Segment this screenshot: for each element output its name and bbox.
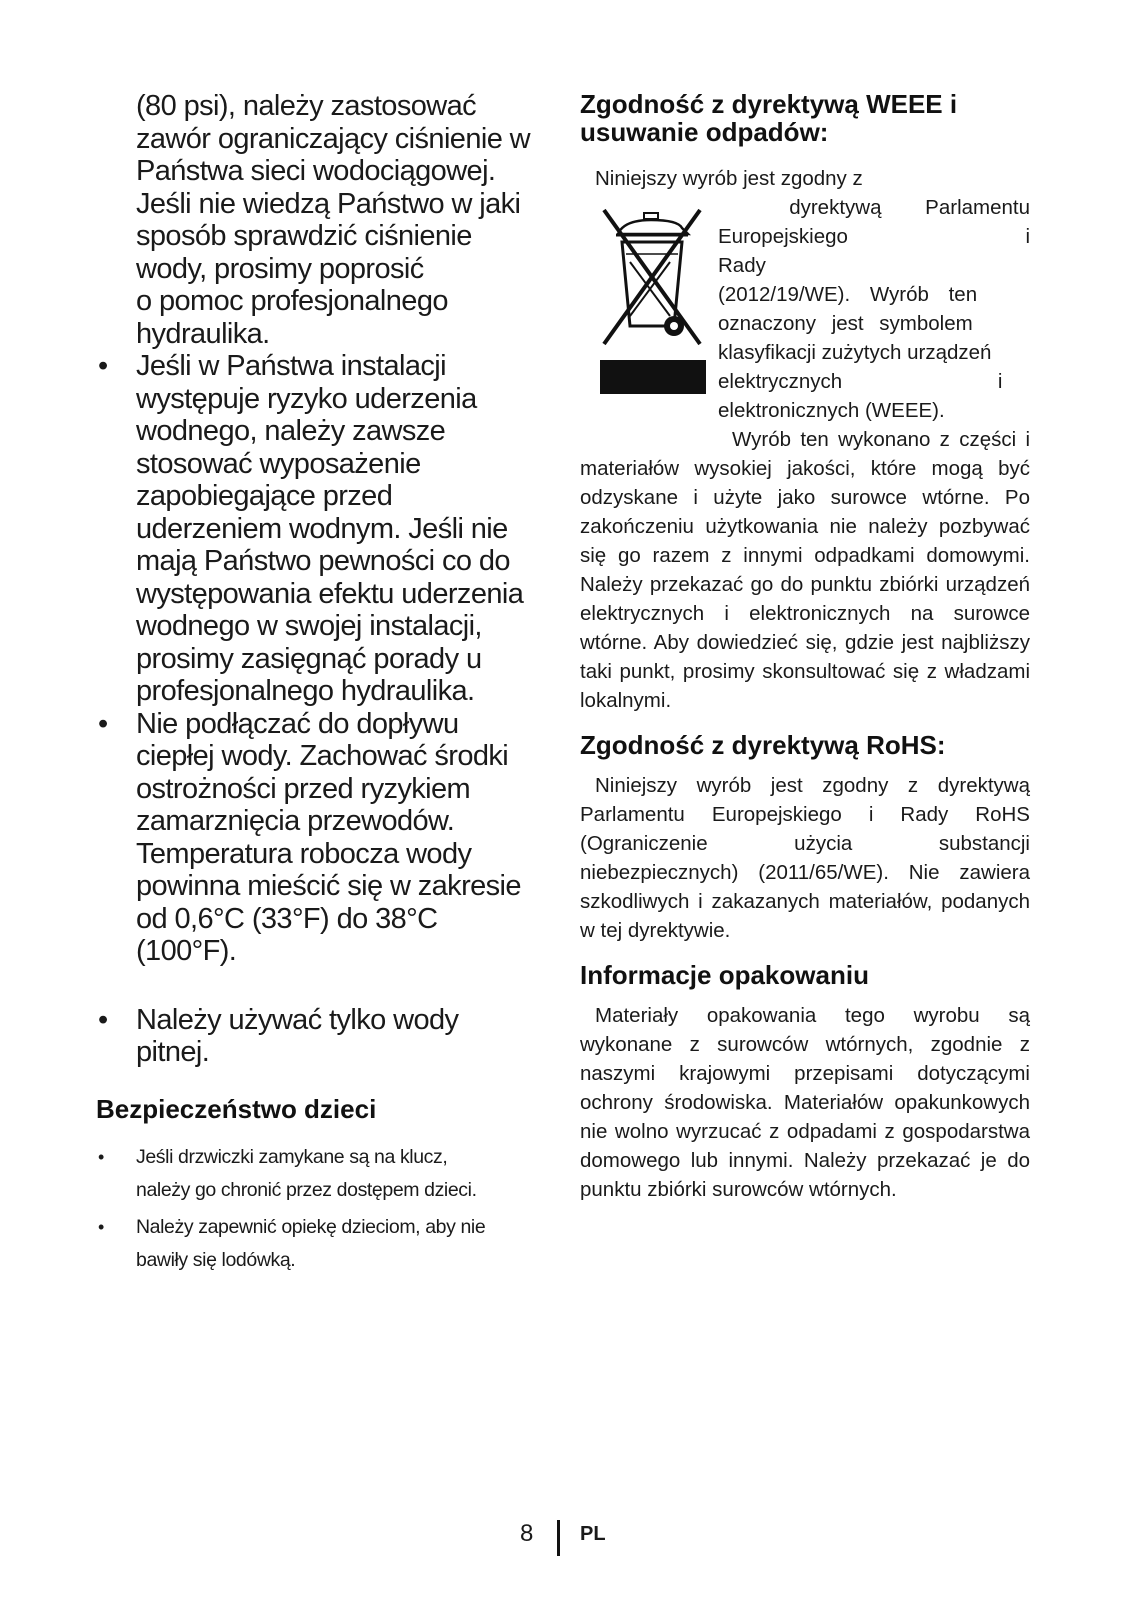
text-line: wodnego, należy zawsze bbox=[136, 415, 446, 447]
text-line: ciepłej wody. Zachować środki bbox=[136, 740, 509, 772]
heading-line: usuwanie odpadów: bbox=[580, 117, 829, 147]
heading-line: Zgodność z dyrektywą WEEE i bbox=[580, 89, 958, 119]
text-line: sposób sprawdzić ciśnienie bbox=[136, 220, 472, 252]
text-line: elektrycznych i bbox=[718, 370, 1003, 393]
weee-body: Wyrób ten wykonano z części i materiałów wysokiej jakości, które mogą być odzyskane i użyte jako surowce wtórne. Po zakończeniu użytkowania nie należy pozbywać się go razem z innymi odpadkami domowymi. Należy przekazać go do punktu zbiórki urządzeń elektrycznych i elektronicznych na surowce wtórne. Aby dowiedzieć się, gdzie jest najbliższy taki punkt, prosimy skonsultować się z władzami lokalnymi. bbox=[580, 428, 1030, 712]
section-heading-packaging: Informacje opakowaniu bbox=[580, 960, 869, 990]
text-line: Jeśli drzwiczki zamykane są na klucz, bbox=[136, 1145, 448, 1168]
text-line: od 0,6°C (33°F) do 38°C bbox=[136, 902, 438, 935]
language-code: PL bbox=[580, 1523, 606, 1545]
bullet-icon: • bbox=[98, 1003, 108, 1036]
continuation-paragraph bbox=[96, 90, 546, 350]
text-line: zamarznięcia przewodów. bbox=[136, 805, 455, 837]
text-line: powinna mieścić się w zakresie bbox=[136, 870, 521, 902]
text-line: Jeśli nie wiedzą Państwo w jaki bbox=[136, 187, 521, 220]
text-line: mają Państwo pewności co do bbox=[136, 545, 510, 577]
text-line: elektronicznych (WEEE). bbox=[718, 399, 945, 422]
section-heading-rohs: Zgodność z dyrektywą RoHS: bbox=[580, 730, 946, 760]
text-line: oznaczony jest symbolem bbox=[718, 312, 973, 335]
text-line: Należy zapewnić opiekę dzieciom, aby nie bbox=[136, 1215, 486, 1238]
text-line: Jeśli w Państwa instalacji bbox=[136, 350, 446, 382]
text-line: klasyfikacji zużytych urządzeń bbox=[718, 341, 992, 364]
text-line: (2012/19/WE). Wyrób ten bbox=[718, 283, 978, 306]
packaging-body: Materiały opakowania tego wyrobu są wykonane z surowców wtórnych, zgodnie z naszymi krajowymi przepisami dotyczącymi ochrony środowiska. Materiałów opakunkowych nie wolno wyrzucać z odpadami z gospodarstwa domowego lub innymi. Należy przekazać je do punktu zbiórki surowców wtórnych. bbox=[580, 1004, 1030, 1201]
text-line: (100°F). bbox=[136, 935, 237, 967]
text-line: zawór ograniczający ciśnienie w bbox=[136, 122, 531, 155]
text-line: profesjonalnego hydraulika. bbox=[136, 675, 475, 707]
text-line: występowania efektu uderzenia bbox=[136, 577, 524, 610]
section-heading-children: Bezpieczeństwo dzieci bbox=[96, 1093, 377, 1124]
left-column bbox=[96, 90, 546, 1277]
text-line: Temperatura robocza wody bbox=[136, 837, 472, 870]
text-line: ostrożności przed ryzykiem bbox=[136, 772, 471, 805]
crossed-out-wheelie-bin-icon bbox=[596, 204, 706, 404]
text-line: Nie podłączać do dopływu bbox=[136, 707, 459, 740]
text-line: prosimy zasięgnąć porady u bbox=[136, 642, 482, 675]
bullet-item-water-hammer bbox=[96, 350, 546, 708]
text-line: uderzeniem wodnym. Jeśli nie bbox=[136, 512, 508, 545]
text-line: stosować wyposażenie bbox=[136, 447, 421, 480]
text-line: dyrektywą Parlamentu bbox=[789, 196, 1030, 219]
bullet-icon: • bbox=[98, 707, 108, 740]
spacer bbox=[96, 968, 546, 1004]
text-line: wodnego w swojej instalacji, bbox=[136, 610, 482, 642]
section-heading-weee bbox=[580, 90, 1030, 146]
bullet-icon: • bbox=[98, 350, 108, 382]
text-line: bawiły się lodówką. bbox=[136, 1248, 296, 1271]
text-line: hydraulika. bbox=[136, 317, 270, 350]
bullet-item-hot-water bbox=[96, 708, 546, 968]
bullet-icon: • bbox=[98, 1216, 104, 1237]
right-column bbox=[580, 90, 1030, 1204]
text-line: (80 psi), należy zastosować bbox=[136, 90, 477, 122]
text-line: wody, prosimy poprosić bbox=[136, 252, 424, 285]
bullet-icon: • bbox=[98, 1146, 104, 1167]
text-line: Europejskiego i Rady bbox=[718, 225, 1030, 277]
children-bullet-supervision bbox=[96, 1211, 546, 1277]
weee-section bbox=[580, 164, 1030, 715]
text-line: o pomoc profesjonalnego bbox=[136, 285, 448, 317]
children-bullet-lock bbox=[96, 1141, 546, 1207]
text-line: występuje ryzyko uderzenia bbox=[136, 382, 477, 415]
page-number: 8 bbox=[520, 1520, 534, 1547]
footer-divider bbox=[557, 1520, 560, 1556]
text-line: Należy używać tylko wody bbox=[136, 1003, 459, 1036]
bullet-item-drinking-water bbox=[96, 1004, 546, 1069]
weee-first-line: Niniejszy wyrób jest zgodny z bbox=[595, 167, 863, 190]
text-line: Państwa sieci wodociągowej. bbox=[136, 155, 496, 187]
text-line: zapobiegające przed bbox=[136, 480, 393, 512]
text-line: pitnej. bbox=[136, 1036, 210, 1068]
text-line: należy go chronić przez dostępem dzieci. bbox=[136, 1178, 477, 1201]
rohs-body: Niniejszy wyrób jest zgodny z dyrektywą Parlamentu Europejskiego i Rady RoHS (Ograniczenie użycia substancji niebezpiecznych) (2011/65/WE). Nie zawiera szkodliwych i zakazanych materiałów, podanych w tej dyrektywie. bbox=[580, 774, 1030, 942]
